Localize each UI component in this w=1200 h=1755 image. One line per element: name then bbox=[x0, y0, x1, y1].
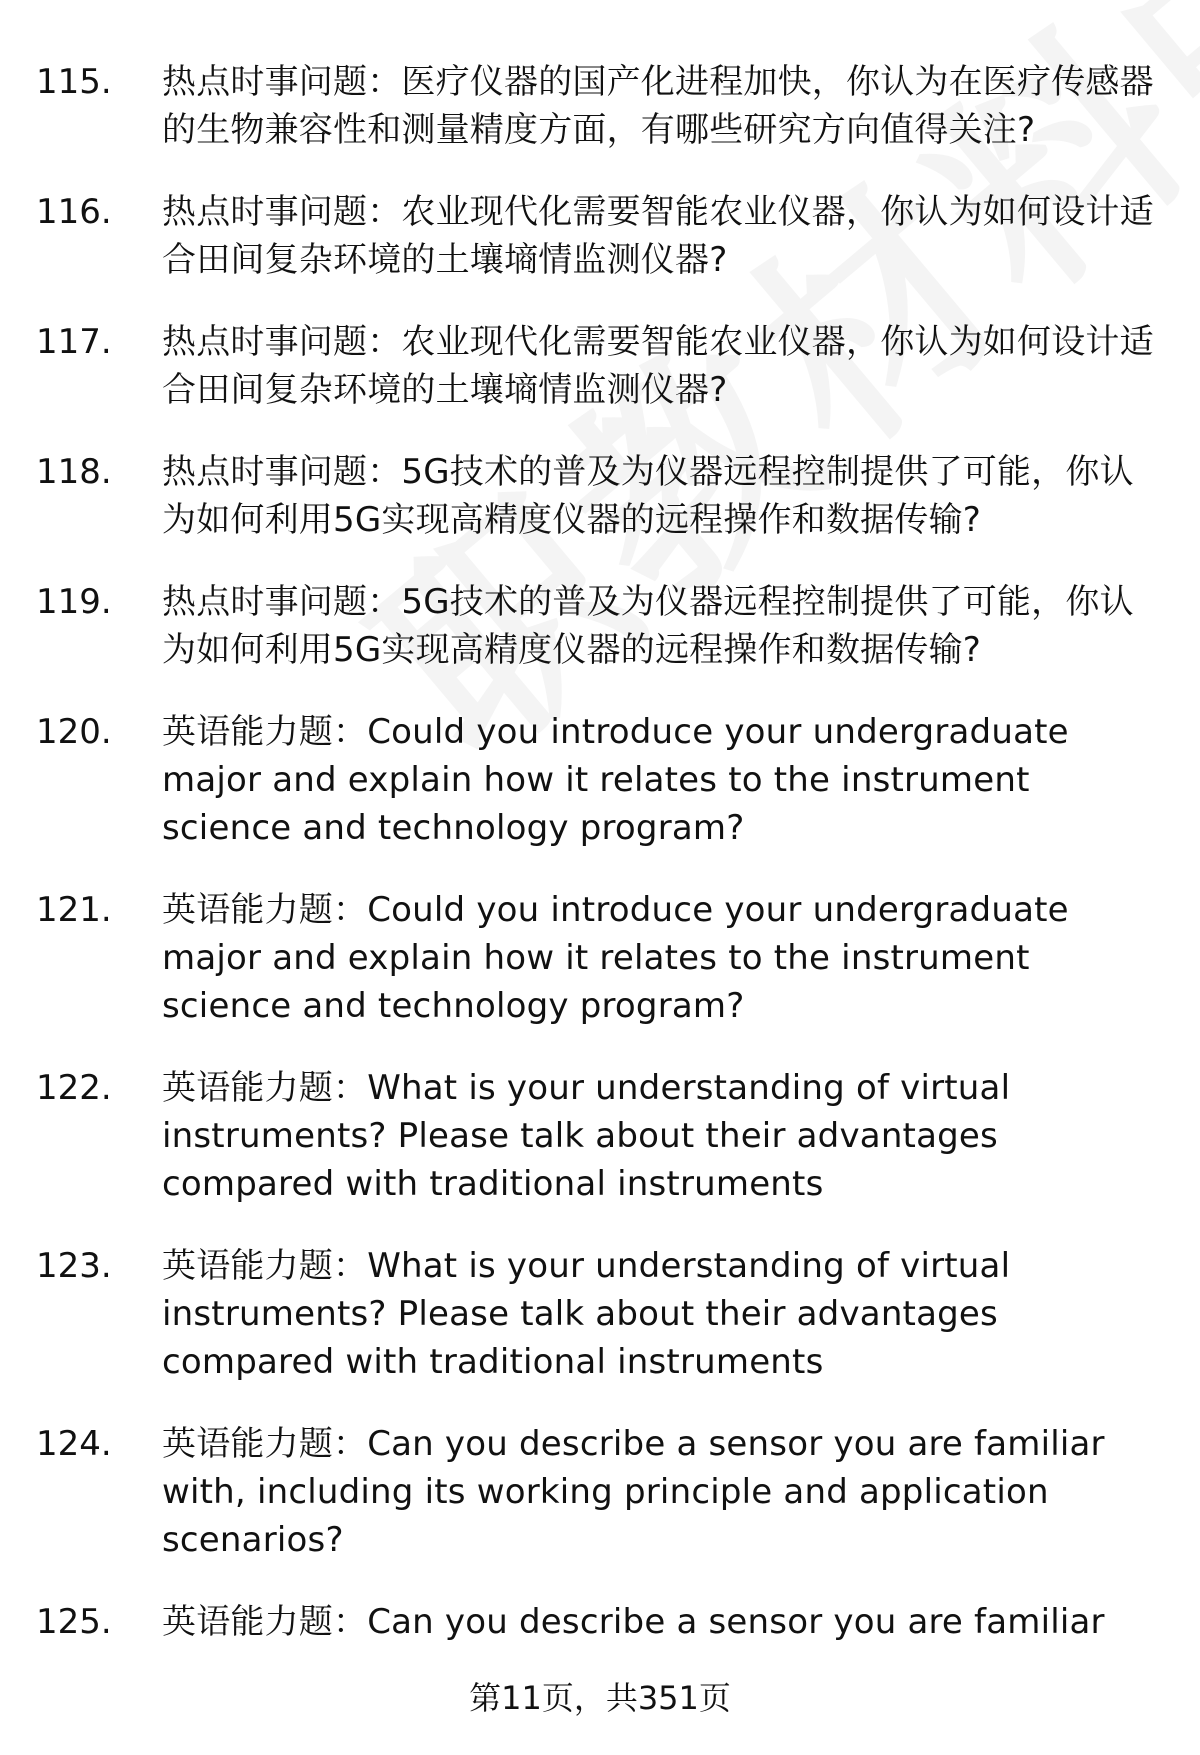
question-body bbox=[128, 886, 1166, 1030]
question-item-123 bbox=[36, 1242, 1166, 1386]
question-body bbox=[128, 1064, 1166, 1208]
question-body bbox=[128, 1598, 1166, 1646]
question-number: 116. bbox=[36, 192, 112, 232]
question-number: 119. bbox=[36, 582, 112, 622]
question-body bbox=[128, 1242, 1166, 1386]
question-text: Could you introduce your undergraduate major and explain how it relates to the instrument science and technology program? bbox=[162, 712, 1069, 848]
question-number: 120. bbox=[36, 712, 112, 752]
question-category: 英语能力题： bbox=[162, 1602, 368, 1642]
question-body bbox=[128, 58, 1166, 154]
question-number: 115. bbox=[36, 62, 112, 102]
question-number: 125. bbox=[36, 1602, 112, 1642]
question-item-116 bbox=[36, 188, 1166, 284]
question-category: 英语能力题： bbox=[162, 1424, 368, 1464]
question-number: 121. bbox=[36, 890, 112, 930]
question-body bbox=[128, 188, 1166, 284]
question-item-125 bbox=[36, 1598, 1166, 1646]
question-text: What is your understanding of virtual instruments? Please talk about their advantages compared with traditional instruments bbox=[162, 1246, 1011, 1382]
question-number: 122. bbox=[36, 1068, 112, 1108]
question-category: 热点时事问题： bbox=[162, 452, 402, 492]
question-text: 5G技术的普及为仪器远程控制提供了可能，你认为如何利用5G实现高精度仪器的远程操作和数据传输? bbox=[162, 452, 1134, 540]
question-item-115 bbox=[36, 58, 1166, 154]
question-body bbox=[128, 708, 1166, 852]
question-text: 5G技术的普及为仪器远程控制提供了可能，你认为如何利用5G实现高精度仪器的远程操作和数据传输? bbox=[162, 582, 1134, 670]
question-text: Could you introduce your undergraduate major and explain how it relates to the instrument science and technology program? bbox=[162, 890, 1069, 1026]
question-text: 农业现代化需要智能农业仪器，你认为如何设计适合田间复杂环境的土壤墒情监测仪器? bbox=[162, 322, 1154, 410]
question-category: 英语能力题： bbox=[162, 890, 368, 930]
question-category: 热点时事问题： bbox=[162, 322, 402, 362]
question-item-118 bbox=[36, 448, 1166, 544]
question-item-117 bbox=[36, 318, 1166, 414]
question-category: 英语能力题： bbox=[162, 1068, 368, 1108]
question-category: 热点时事问题： bbox=[162, 62, 402, 102]
question-category: 英语能力题： bbox=[162, 1246, 368, 1286]
question-list bbox=[36, 58, 1166, 1680]
question-number: 123. bbox=[36, 1246, 112, 1286]
question-item-121 bbox=[36, 886, 1166, 1030]
question-text: What is your understanding of virtual instruments? Please talk about their advantages compared with traditional instruments bbox=[162, 1068, 1011, 1204]
question-category: 英语能力题： bbox=[162, 712, 368, 752]
question-number: 118. bbox=[36, 452, 112, 492]
question-item-119 bbox=[36, 578, 1166, 674]
question-text: Can you describe a sensor you are familiar with, including its working principle and application scenarios? bbox=[162, 1424, 1105, 1560]
question-body bbox=[128, 1420, 1166, 1564]
question-text: 农业现代化需要智能农业仪器，你认为如何设计适合田间复杂环境的土壤墒情监测仪器? bbox=[162, 192, 1154, 280]
question-body bbox=[128, 448, 1166, 544]
question-body bbox=[128, 318, 1166, 414]
question-category: 热点时事问题： bbox=[162, 192, 402, 232]
page-footer: 第11页，共351页 bbox=[469, 1679, 731, 1717]
question-item-120 bbox=[36, 708, 1166, 852]
question-item-124 bbox=[36, 1420, 1166, 1564]
question-text: 医疗仪器的国产化进程加快，你认为在医疗传感器的生物兼容性和测量精度方面，有哪些研究方向值得关注? bbox=[162, 62, 1154, 150]
question-body bbox=[128, 578, 1166, 674]
question-category: 热点时事问题： bbox=[162, 582, 402, 622]
question-item-122 bbox=[36, 1064, 1166, 1208]
question-number: 117. bbox=[36, 322, 112, 362]
question-text: Can you describe a sensor you are familiar bbox=[367, 1602, 1105, 1642]
question-number: 124. bbox=[36, 1424, 112, 1464]
